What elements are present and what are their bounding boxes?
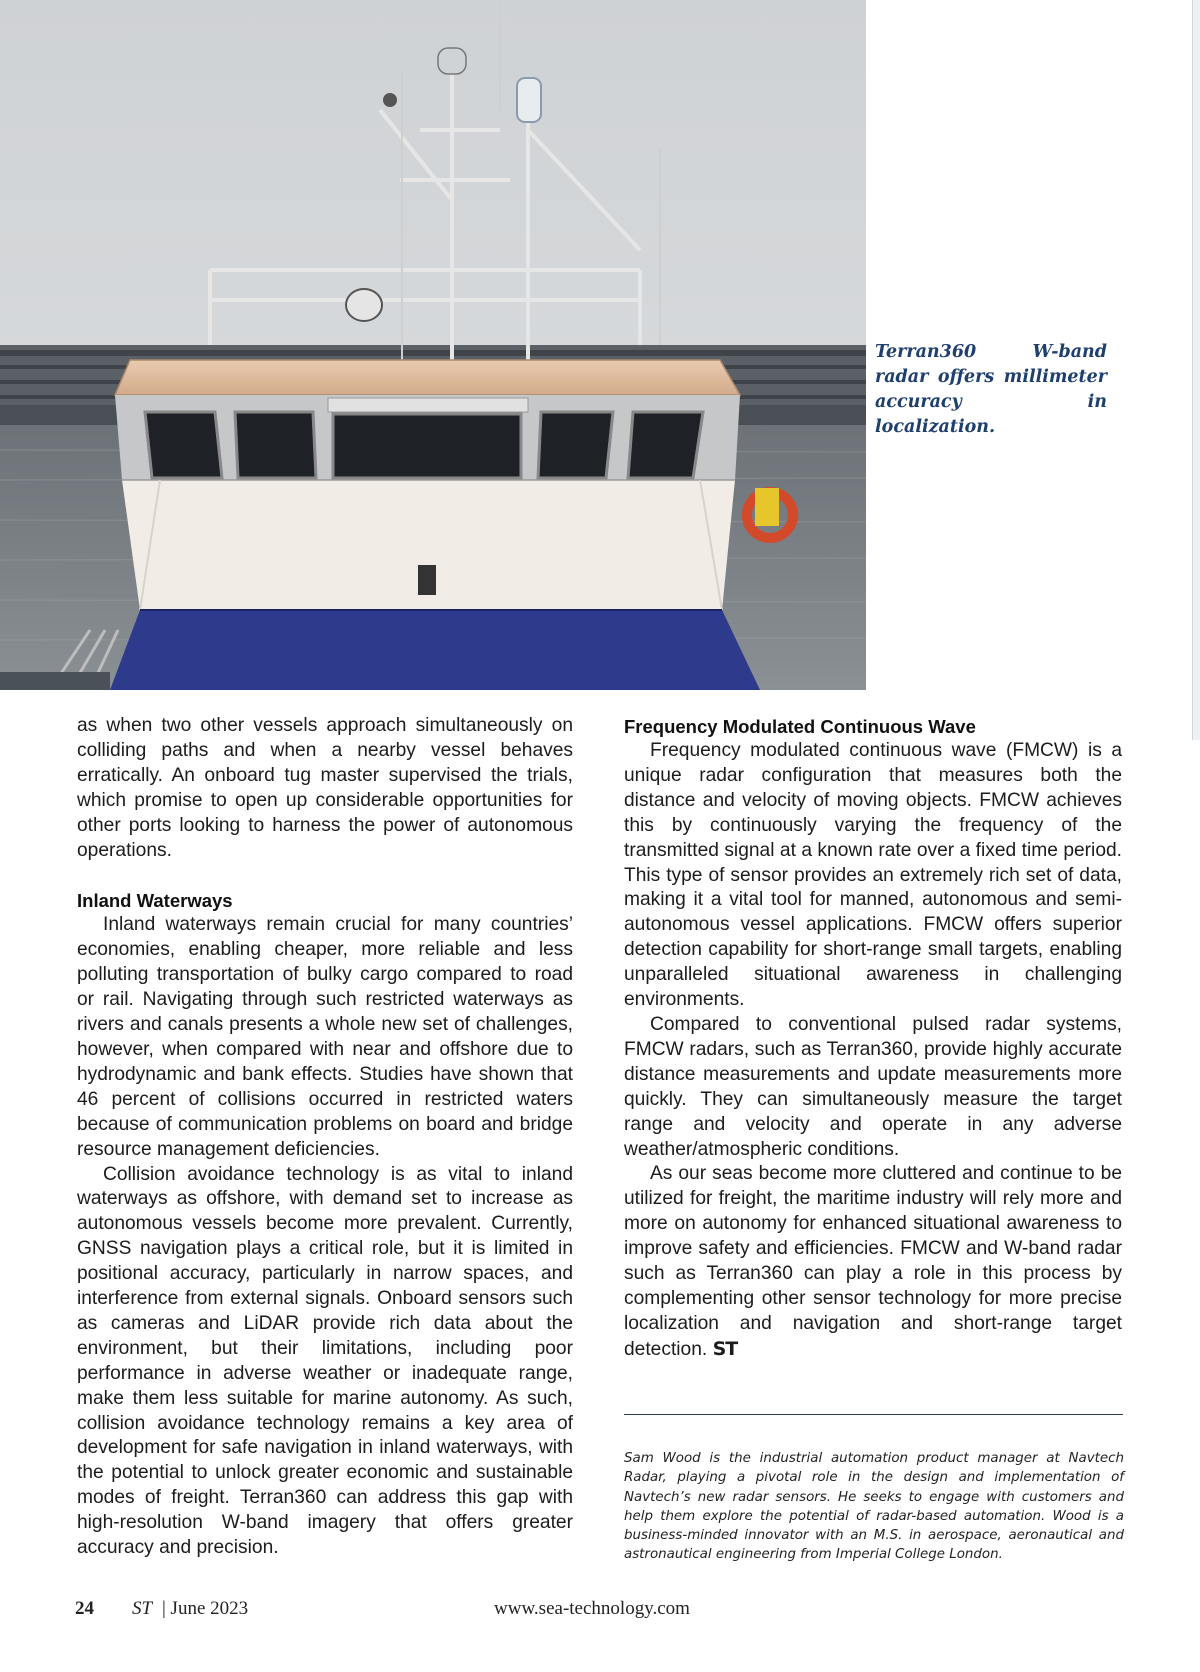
left-paragraph-2: Inland waterways remain crucial for many countries’ economies, enabling cheaper, more reliable and less polluting transportation of bulky cargo compared to road or rail. Navigating through such restricted waterways as rivers and canals presents a whole new set of challenges, however, when compared with near and offshore due to hydrodynamic and bank effects. Studies have shown that 46 percent of collisions occurred in restricted waters because of communication problems on board and bridge resource management deficiencies. bbox=[77, 914, 573, 1160]
right-paragraph-2: Compared to conventional pulsed radar systems, FMCW radars, such as Terran360, provide highly accurate distance measurements and update measurements more quickly. They can simultaneously measure the target range and velocity and operate in any adverse weather/atmospheric conditions. bbox=[624, 1013, 1122, 1160]
bio-divider bbox=[624, 1414, 1123, 1415]
right-paragraph-1: Frequency modulated continuous wave (FMCW) is a unique radar configuration that measures both the distance and velocity of moving objects. FMCW achieves this by continuously varying the frequency of the transmitted signal at a known rate over a fixed time period. This type of sensor provides an extremely rich set of data, making it a vital tool for manned, autonomous and semi-autonomous vessel applications. FMCW offers superior detection capability for short-range small targets, enabling unparalleled situational awareness in challenging environments. bbox=[624, 740, 1122, 1011]
right-paragraph-3-text: As our seas become more cluttered and continue to be utilized for freight, the maritime industry will rely more and more on autonomy for enhanced situational awareness to improve safety and efficiencies. FMCW and W-band radar such as Terran360 can play a role in this process by complementing other sensor technology for more precise localization and navigation and short-range target detection. bbox=[624, 1163, 1122, 1360]
vessel-photo bbox=[0, 0, 866, 690]
left-paragraph-1: as when two other vessels approach simultaneously on colliding paths and when a nearby vessel behaves erratically. An onboard tug master supervised the trials, which promise to open up considerable opportunities for other ports looking to harness the power of autonomous operations. bbox=[77, 715, 573, 861]
boat-photo-icon bbox=[0, 0, 866, 690]
left-paragraph-3: Collision avoidance technology is as vital to inland waterways as offshore, with demand set to increase as autonomous vessels become more prevalent. Currently, GNSS navigation plays a critical role, but it is limited in positional accuracy, particularly in narrow spaces, and interference from external signals. Onboard sensors such as cameras and LiDAR provide rich data about the environment, but their limitations, including poor performance in adverse weather or inadequate range, make them less suitable for marine autonomy. As such, collision avoidance technology remains a key area of development for safe navigation in inland waterways, with the potential to unlock greater economic and sustainable modes of freight. Terran360 can address this gap with high-resolution W-band imagery that offers greater accuracy and precision. bbox=[77, 1163, 573, 1559]
right-column bbox=[624, 714, 1122, 1363]
heading-inland-waterways: Inland Waterways bbox=[77, 890, 233, 912]
photo-caption: Terran360 W-band radar offers millimeter accuracy in localization. bbox=[875, 342, 1107, 437]
footer-url[interactable]: www.sea-technology.com bbox=[494, 1598, 690, 1619]
page-footer bbox=[0, 1598, 1200, 1622]
heading-fmcw: Frequency Modulated Continuous Wave bbox=[624, 716, 976, 737]
end-mark-logo: ST bbox=[712, 1337, 738, 1360]
page-edge-strip bbox=[1192, 0, 1200, 740]
footer-date: | June 2023 bbox=[162, 1598, 249, 1619]
page-number: 24 bbox=[75, 1598, 94, 1619]
footer-magazine: ST bbox=[132, 1598, 153, 1619]
author-bio: Sam Wood is the industrial automation product manager at Navtech Radar, playing a pivotal role in the design and implementation of Navtech’s new radar sensors. He seeks to engage with customers and help them explore the potential of radar-based automation. Wood is a business-minded innovator with an M.S. in aerospace, aeronautical and astronautical engineering from Imperial College London. bbox=[624, 1451, 1124, 1563]
right-paragraph-3 bbox=[624, 1162, 1122, 1362]
left-column bbox=[77, 714, 573, 1561]
